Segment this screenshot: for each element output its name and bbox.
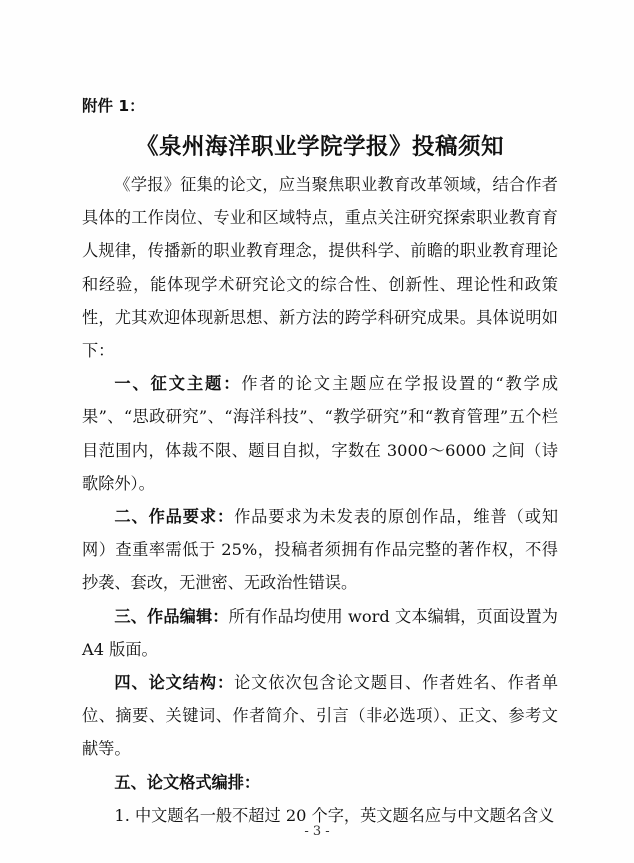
- section-heading: 二、作品要求：: [114, 507, 235, 527]
- section-structure: [82, 666, 558, 766]
- format-item-1: 1. 中文题名一般不超过 20 个字，英文题名应与中文题名含义: [114, 805, 555, 825]
- section-heading: 三、作品编辑：: [114, 606, 229, 626]
- intro-paragraph: 《学报》征集的论文，应当聚焦职业教育改革领域，结合作者具体的工作岗位、专业和区域特点，重点关注研究探索职业教育育人规律，传播新的职业教育理念，提供科学、前瞻的职业教育理论和经验，能体现学术研究论文的综合性、创新性、理论性和政策性，尤其欢迎体现新思想、新方法的跨学科研究成果。具体说明如下：: [82, 175, 558, 361]
- section-heading: 四、论文结构：: [114, 673, 235, 693]
- section-theme: [82, 367, 558, 500]
- section-body: 作者的论文主题应在学报设置的“教学成果”、“思政研究”、“海洋科技”、“教学研究”和“教育管理”五个栏目范围内，体裁不限、题目自拟，字数在 3000～6000 之间（诗歌除外）。: [82, 374, 559, 493]
- section-format: [82, 766, 558, 799]
- section-heading: 五、论文格式编排：: [114, 772, 261, 792]
- attachment-label: 附件 1：: [82, 97, 145, 115]
- section-editing: [82, 600, 558, 666]
- page-number: - 3 -: [304, 824, 330, 839]
- section-body: 作品要求为未发表的原创作品，维普（或知网）查重率需低于 25%，投稿者须拥有作品完整的著作权，不得抄袭、套改，无泄密、无政治性错误。: [82, 507, 559, 593]
- section-body: 论文依次包含论文题目、作者姓名、作者单位、摘要、关键词、作者简介、引言（非必选项）、正文、参考文献等。: [82, 673, 559, 759]
- section-heading: 一、征文主题：: [114, 374, 242, 394]
- section-requirements: [82, 500, 558, 600]
- document-body: [82, 168, 558, 832]
- document-title: 《泉州海洋职业学院学报》投稿须知: [135, 134, 504, 160]
- section-body: 所有作品均使用 word 文本编辑，页面设置为 A4 版面。: [82, 606, 558, 659]
